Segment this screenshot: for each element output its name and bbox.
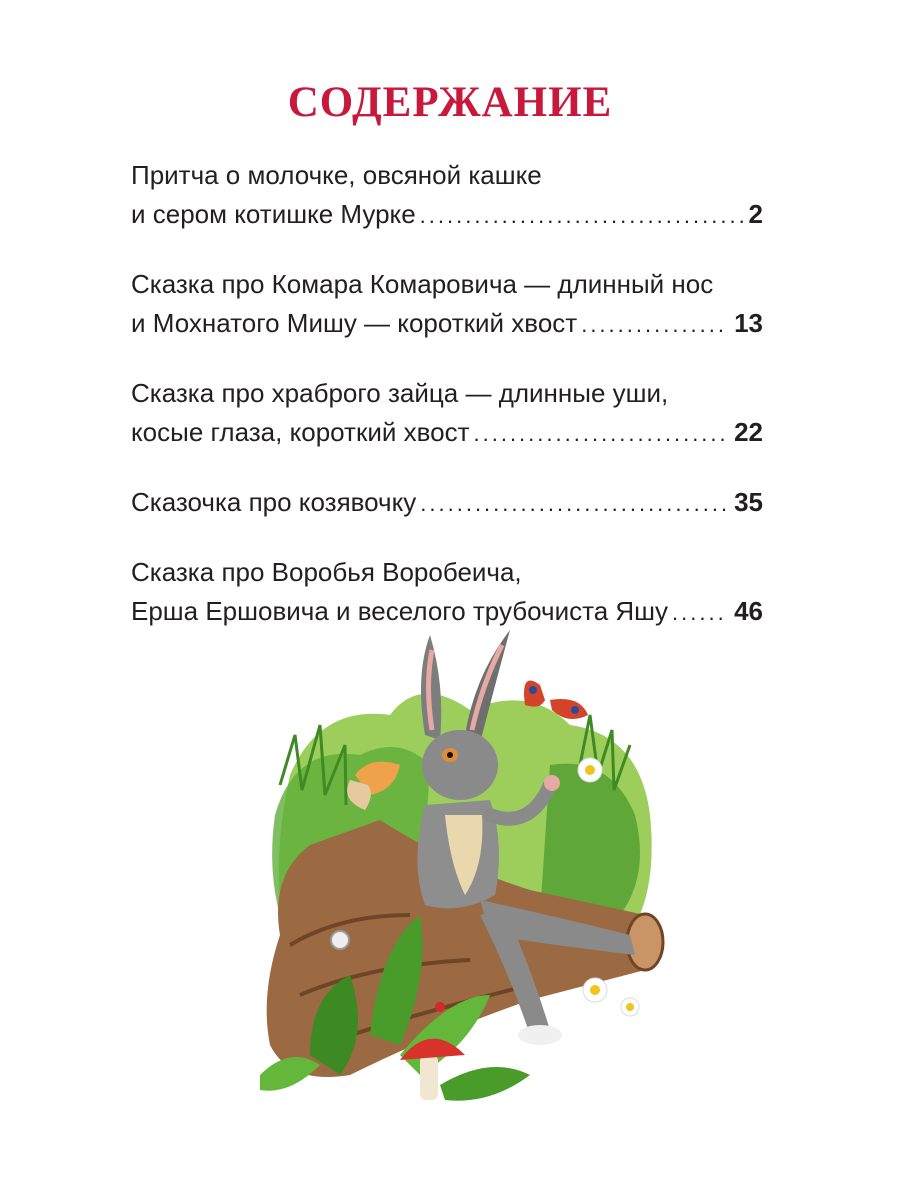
toc-page-number: 46	[734, 596, 763, 626]
toc-entry-line: Притча о молочке, овсяной кашке	[131, 160, 542, 190]
snail	[331, 931, 349, 949]
dot-leader	[581, 305, 728, 344]
toc-page-number: 35	[734, 487, 763, 517]
hare-illustration-art	[250, 615, 670, 1115]
toc-entry-line: Ерша Ершовича и веселого трубочиста Яшу	[131, 596, 669, 626]
dot-leader	[474, 414, 729, 453]
dot-leader	[420, 484, 728, 523]
toc-entry-line: и сером котишке Мурке	[131, 199, 416, 229]
toc-entry[interactable]	[131, 265, 763, 344]
toc-entry-line: Сказка про Комара Комаровича — длинный нос	[131, 269, 714, 299]
toc-entry[interactable]	[131, 483, 763, 523]
page-title: СОДЕРЖАНИЕ	[287, 79, 613, 126]
toc-entry-line: Сказочка про козявочку	[131, 487, 417, 517]
ladybug	[435, 1002, 445, 1012]
hare-illustration	[250, 615, 670, 1115]
toc-entry-line: Сказка про Воробья Воробеича,	[131, 557, 522, 587]
toc-entry[interactable]	[131, 156, 763, 235]
toc-page-number: 13	[734, 308, 763, 338]
toc-entry-line: косые глаза, короткий хвост	[131, 417, 470, 447]
toc-page-number: 22	[734, 417, 763, 447]
toc-entry-line: Сказка про храброго зайца — длинные уши,	[131, 378, 669, 408]
toc-entry[interactable]	[131, 374, 763, 453]
toc-entry-line: и Мохнатого Мишу — короткий хвост	[131, 308, 578, 338]
toc-page-number: 2	[748, 199, 763, 229]
dot-leader	[672, 593, 728, 632]
table-of-contents	[131, 156, 763, 662]
dot-leader	[420, 196, 743, 235]
